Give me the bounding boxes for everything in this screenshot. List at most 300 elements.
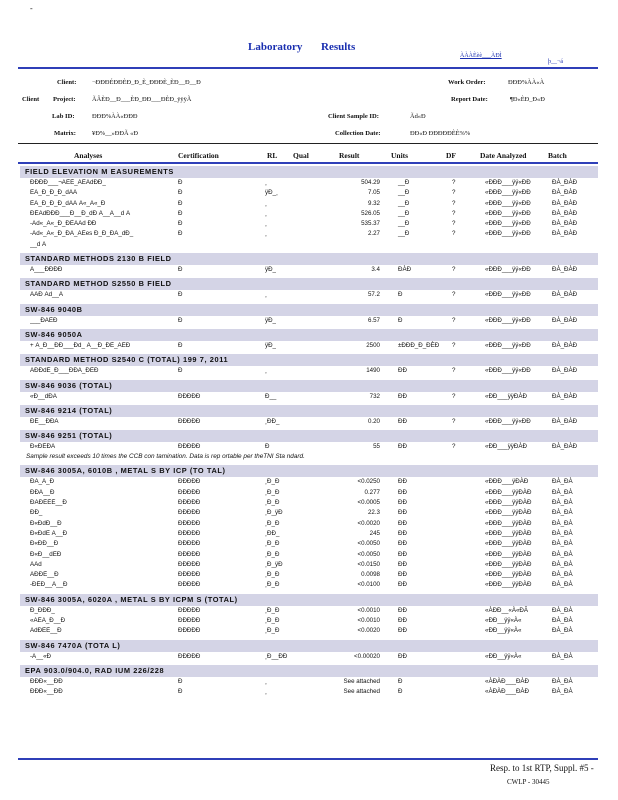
cell-units: ÐÐ — [398, 560, 407, 568]
cell-analyte: ÐÐÐ«__ÐÐ — [30, 688, 63, 696]
table-row — [20, 316, 598, 326]
cell-analyte: ÐÐÐ«__ÐÐ — [30, 677, 63, 685]
cell-date-analyzed: «ÀÐÀÐ___ÐÀÐ — [485, 677, 530, 685]
section-header: SW-846 3005A, 6020A , METAL S BY ICPM S (TOTAL) — [20, 594, 598, 606]
cell-batch: ÐÀ_ÐÀ — [552, 688, 573, 696]
cell-analyte: Ð«Ð__dÈÐ — [30, 550, 62, 558]
cell-certification: ÐÐÐÐÐ — [178, 478, 201, 486]
cell-batch: ÐÀ_ÐÀÐ — [552, 179, 578, 186]
cell-batch: ÐÀ_ÐÀÐ — [552, 230, 578, 238]
top-mark: - — [30, 4, 33, 13]
cell-rl: ¸Ð_Ð — [265, 571, 280, 579]
cell-units: __Ð — [398, 220, 410, 228]
cell-result: <0.0020 — [357, 519, 380, 527]
cell-certification: Ð — [178, 367, 183, 375]
cell-df: ? — [452, 179, 456, 186]
cell-analyte: __d Ã — [30, 240, 47, 248]
cell-certification: Ð — [178, 316, 183, 324]
cell-certification: Ð — [178, 230, 183, 238]
table-row — [20, 488, 598, 498]
cell-certification: Ð — [178, 209, 183, 217]
cell-df: ? — [452, 392, 456, 400]
cell-batch: ÐÀ_ÐÀ — [552, 519, 573, 527]
cell-analyte: -Ãd«_Ã«_Ð_ÐÈÃÃd ÐÐ — [30, 220, 97, 228]
section-header: STANDARD METHODS 2130 B FIELD — [20, 253, 598, 265]
cell-date-analyzed: «ÀÐÐ__«À«ÐÃ — [485, 606, 528, 614]
work-order-label: Work Order: — [448, 79, 486, 86]
cell-df: ? — [452, 443, 456, 451]
cell-batch: ÐÀ_ÐÀ — [552, 617, 573, 625]
cell-rl: ¸Ð_Ð — [265, 499, 280, 507]
cell-rl: ¸ — [265, 367, 268, 375]
table-row — [20, 240, 598, 250]
cell-analyte: -Ãd«_Ã«_Ð_ÐÃ_ÃÈes Ð_Ð_ÐÃ_dÐ_ — [30, 230, 134, 238]
table-row — [20, 616, 598, 626]
cell-date-analyzed: «ÐÐÐ___ÿÿ«ÐÐ — [485, 179, 531, 186]
cell-rl: ¸Ð_Ð — [265, 519, 280, 527]
cell-batch: ÐÀ_ÐÀÐ — [552, 316, 578, 324]
table-row — [20, 209, 598, 219]
cell-df: ? — [452, 316, 456, 324]
table-row — [20, 219, 598, 229]
table-row — [20, 626, 598, 636]
cell-analyte: Ð_ÐÐÐ_ — [30, 606, 55, 614]
table-row — [20, 229, 598, 239]
cell-date-analyzed: «ÐÐÐ___ÿÿÐÀÐ — [485, 509, 532, 517]
cell-units: ÐÐ — [398, 509, 407, 517]
cell-units: ÐÐ — [398, 488, 407, 496]
table-row — [20, 442, 598, 452]
cell-result: 6.57 — [367, 316, 380, 324]
table-row — [20, 366, 598, 376]
cell-result: 526.05 — [361, 209, 380, 217]
matrix-label: Matrix: — [54, 130, 76, 137]
table-row — [20, 580, 598, 590]
cell-rl: ¸ — [265, 677, 268, 685]
cell-date-analyzed: «ÐÐÐ___ÿÿÐÀÐ — [485, 529, 532, 537]
header-code-2: þ__¬á — [548, 59, 564, 65]
cell-rl: ÿÐ_¸ — [265, 189, 279, 197]
cell-result: 55 — [373, 443, 380, 451]
cell-df: ? — [452, 220, 456, 228]
cell-rl: ¸Ð_Ð — [265, 488, 280, 496]
cell-certification: ÐÐÐÐÐ — [178, 571, 201, 579]
cell-result: 2.27 — [367, 230, 380, 238]
cell-rl: ÿÐ_ — [265, 316, 277, 324]
project-value: ÃÂÈÐ__Ð___ÈÐ_ÐÐ___ÐÈÐ_ÿÿÿÃ — [92, 96, 192, 103]
cell-df: ? — [452, 367, 456, 375]
table-row — [20, 529, 598, 539]
cell-rl: ¸ — [265, 209, 268, 217]
cell-rl: ¸Ð_Ð — [265, 540, 280, 548]
cell-batch: ÐÀ_ÐÀÐ — [552, 367, 578, 375]
cell-batch: ÐÀ_ÐÀ — [552, 540, 573, 548]
cell-analyte: «ÃÈÃ_Ð__Ð — [30, 617, 66, 625]
section-header: SW-846 7470A (TOTA L) — [20, 640, 598, 652]
cell-result: 7.05 — [367, 189, 380, 197]
cell-rl: ¸Ð_Ð — [265, 606, 280, 614]
cell-df: ? — [452, 189, 456, 197]
cell-certification: Ð — [178, 189, 183, 197]
section-header: SW-846 9251 (TOTAL) — [20, 430, 598, 442]
cell-analyte: ÃdÐÈÈ__Ð — [30, 627, 62, 635]
cell-certification: Ð — [178, 199, 183, 207]
client-label: Client: — [57, 79, 77, 86]
section-header: STANDARD METHOD S2550 B FIELD — [20, 278, 598, 290]
cell-rl: ¸Ð_Ð — [265, 617, 280, 625]
cell-result: 504.29 — [361, 179, 380, 186]
col-rl: RL — [267, 151, 278, 160]
lab-id-label: Lab ID: — [52, 113, 75, 120]
cell-result: 3.4 — [371, 266, 380, 274]
cell-units: ÐÀÐ — [398, 266, 412, 274]
cell-df: ? — [452, 417, 456, 425]
cell-analyte: ÐÈÃdÐÐÐ___Ð__Ð_dÐ Ã__Ã__d Ã — [30, 209, 131, 217]
col-result: Result — [339, 151, 360, 160]
cell-result: 2500 — [366, 341, 380, 349]
cell-result: See attached — [343, 677, 380, 685]
cell-units: ÐÐ — [398, 652, 407, 660]
cell-analyte: Ð«ÐÈÐÃ — [30, 443, 56, 451]
cell-batch: ÐÀ_ÐÀ — [552, 560, 573, 568]
col-df: DF — [446, 151, 456, 160]
table-row — [20, 550, 598, 560]
cell-date-analyzed: «ÐÐÐ___ÿÿÐÀÐ — [485, 488, 532, 496]
cell-certification: ÐÐÐÐÐ — [178, 606, 201, 614]
cell-batch: ÐÀ_ÐÀ — [552, 677, 573, 685]
cell-date-analyzed: «ÐÐÐ___ÿÿ«ÐÐ — [485, 220, 531, 228]
cell-rl: ¸ — [265, 291, 268, 299]
cell-units: ÐÐ — [398, 499, 407, 507]
cell-result: <0.0005 — [357, 499, 380, 507]
cell-certification: ÐÐÐÐÐ — [178, 499, 201, 507]
cell-rl: Ð — [265, 443, 270, 451]
cell-certification: Ð — [178, 688, 183, 696]
cell-batch: ÐÀ_ÐÀÐ — [552, 443, 578, 451]
cell-units: Ð — [398, 688, 403, 696]
cell-units: ÐÐ — [398, 443, 407, 451]
cell-batch: ÐÀ_ÐÀÐ — [552, 189, 578, 197]
cell-df: ? — [452, 230, 456, 238]
table-row — [20, 539, 598, 549]
cell-certification: ÐÐÐÐÐ — [178, 529, 201, 537]
cell-analyte: ÐÐÃ__Ð — [30, 488, 55, 496]
cell-result: <0.0150 — [357, 560, 380, 568]
cell-batch: ÐÀ_ÐÀÐ — [552, 417, 578, 425]
cell-df: ? — [452, 209, 456, 217]
cell-batch: ÐÀ_ÐÀÐ — [552, 392, 578, 400]
report-title-right: Results — [321, 41, 356, 53]
cell-batch: ÐÀ_ÐÀÐ — [552, 220, 578, 228]
cell-units: ÐÐ — [398, 529, 407, 537]
client-value: ¬ÐÐÐÉÐÐÈÐ_Ð_È_ÐÐÐÈ_ÈÐ__Ð__Ð — [92, 79, 201, 86]
cell-certification: Ð — [178, 341, 183, 349]
cell-date-analyzed: «ÐÐÐ___ÿÿ«ÐÐ — [485, 367, 531, 375]
cell-certification: ÐÐÐÐÐ — [178, 652, 201, 660]
col-qual: Qual — [293, 151, 309, 160]
cell-rl: ¸ÐÐ_ — [265, 417, 280, 425]
cell-certification: ÐÐÐÐÐ — [178, 417, 201, 425]
section-header: SW-846 9214 (TOTAL) — [20, 405, 598, 417]
cell-units: __Ð — [398, 209, 410, 217]
table-row — [20, 290, 598, 300]
cell-batch: ÐÀ_ÐÀ — [552, 581, 573, 589]
cell-certification: Ð — [178, 291, 183, 299]
table-row — [20, 265, 598, 275]
cell-result: 535.37 — [361, 220, 380, 228]
cell-rl: ¸Ð_Ð — [265, 581, 280, 589]
cell-analyte: Ð«ÐÐ__Ð — [30, 540, 59, 548]
cell-result: 0.20 — [367, 417, 380, 425]
cell-units: Ð — [398, 316, 403, 324]
cell-result: <0.0010 — [357, 606, 380, 614]
cell-units: ÐÐ — [398, 478, 407, 486]
table-row — [20, 508, 598, 518]
cell-result: <0.0020 — [357, 627, 380, 635]
cell-units: ÐÐ — [398, 606, 407, 614]
cell-result: 0.0098 — [361, 571, 380, 579]
columns-rule — [18, 162, 598, 164]
cell-units: ÐÐ — [398, 627, 407, 635]
table-row — [20, 570, 598, 580]
work-order-value: ÐÐÐ%ÀÀ«À — [508, 79, 545, 86]
cell-certification: ÐÐÐÐÐ — [178, 488, 201, 496]
cell-date-analyzed: «ÐÐÐ___ÿÿ«ÐÐ — [485, 209, 531, 217]
report-date-value: ¶Ð«ÈÐ_Ð«Ð — [510, 96, 545, 103]
section-header: EPA 903.0/904.0, RAD IUM 226/228 — [20, 665, 598, 677]
cell-rl: ¸ — [265, 220, 268, 228]
footer-resp-text: Resp. to 1st RTP, Suppl. #5 - — [490, 763, 594, 773]
cell-date-analyzed: «ÐÐÐ___ÿÿÐÀÐ — [485, 519, 532, 527]
cell-analyte: ÐÐ_ — [30, 509, 43, 517]
cell-certification: ÐÐÐÐÐ — [178, 560, 201, 568]
cell-date-analyzed: «ÐÐÐ___ÿÿ«ÐÐ — [485, 266, 531, 274]
cell-units: ÐÐ — [398, 519, 407, 527]
cell-certification: Ð — [178, 677, 183, 685]
cell-result: <0.0250 — [357, 478, 380, 486]
cell-analyte: -ÐÈÐ__Ã__Ð — [30, 581, 68, 589]
cell-analyte: + Ã_Ð__ÐÐ___Ðd_ Ã__Ð_ÐÈ_ÃÈÐ — [30, 341, 131, 349]
cell-rl: ¸ — [265, 688, 268, 696]
section-header: SW-846 9036 (TOTAL) — [20, 380, 598, 392]
cell-certification: ÐÐÐÐÐ — [178, 581, 201, 589]
cell-result: 9.32 — [367, 199, 380, 207]
table-row — [20, 341, 598, 351]
section-header: SW-846 3005A, 6010B , METAL S BY ICP (TO TAL) — [20, 465, 598, 477]
cell-date-analyzed: «ÐÐÐ___ÿÿÐÀÐ — [485, 571, 532, 579]
cell-date-analyzed: «ÐÐ___ÿÿÐÀÐ — [485, 443, 527, 451]
col-batch: Batch — [548, 151, 567, 160]
cell-analyte: ÃÐÐdÈ_Ð___ÐÐÃ_ÐÈÐ — [30, 367, 99, 375]
cell-date-analyzed: «ÐÐ___ÿÿÐÀÐ — [485, 392, 527, 400]
cell-certification: Ð — [178, 179, 183, 186]
cell-analyte: -Ã__«Ð — [30, 652, 51, 660]
cell-batch: ÐÀ_ÐÀÐ — [552, 291, 578, 299]
cell-analyte: «Ð__dÐÃ — [30, 392, 57, 400]
cell-units: __Ð — [398, 179, 410, 186]
cell-result: <0.0050 — [357, 540, 380, 548]
lab-id-value: ÐÐÐ%ÀÀ«ÐÐÐ — [92, 113, 138, 120]
cell-analyte: ÐÃÐÈÈÈ__Ð — [30, 499, 67, 507]
cell-batch: ÐÀ_ÐÀÐ — [552, 209, 578, 217]
cell-batch: ÐÀ_ÐÀ — [552, 509, 573, 517]
matrix-value: ¥Ð%__»ÐÐÃ «Ð — [92, 130, 138, 137]
cell-analyte: ÐÐÐÐ___¬ÃÈÈ_ÃÈÃdÐÐ_ — [30, 179, 106, 186]
cell-rl: Ð__ — [265, 392, 277, 400]
cell-certification: ÐÐÐÐÐ — [178, 550, 201, 558]
cell-date-analyzed: «ÐÐÐ___ÿÿ«ÐÐ — [485, 230, 531, 238]
cell-rl: ¸Ð_Ð — [265, 627, 280, 635]
footer-doc-id: CWLP - 30445 — [507, 778, 550, 786]
cell-batch: ÐÀ_ÐÀ — [552, 478, 573, 486]
cell-result: 22.3 — [367, 509, 380, 517]
cell-certification: ÐÐÐÐÐ — [178, 509, 201, 517]
cell-certification: ÐÐÐÐÐ — [178, 627, 201, 635]
cell-date-analyzed: «ÐÐ__ÿÿ«À« — [485, 617, 522, 625]
cell-units: ÐÐ — [398, 550, 407, 558]
table-row — [20, 519, 598, 529]
cell-result: <0.00020 — [354, 652, 380, 660]
cell-rl: ¸ÐÐ_ — [265, 529, 280, 537]
cell-analyte: Ð«ÐdÐ__Ð — [30, 519, 62, 527]
cell-rl: ¸Ð_ÿÐ — [265, 509, 283, 517]
cell-units: __Ð — [398, 230, 410, 238]
section-header: SW-846 9050A — [20, 329, 598, 341]
col-certification: Certification — [178, 151, 219, 160]
cell-certification: ÐÐÐÐÐ — [178, 392, 201, 400]
cell-units: ÐÐ — [398, 617, 407, 625]
cell-units: Ð — [398, 677, 403, 685]
client-sample-id-value: Ãd«Ð — [410, 113, 426, 120]
cell-date-analyzed: «ÐÐ__ÿÿ«À« — [485, 652, 522, 660]
collection-date-value: ÐÐ«Ð ÐÐÐÐÐÈÈ%% — [410, 130, 471, 137]
table-row — [20, 477, 598, 487]
cell-batch: ÐÀ_ÐÀÐ — [552, 266, 578, 274]
section-note: Sample result exceeds 10 times the CCB con tamination. Data is rep ortable per theTNI Sta ndard. — [26, 453, 305, 461]
cell-certification: ÐÐÐÐÐ — [178, 519, 201, 527]
table-row — [20, 392, 598, 402]
cell-date-analyzed: «ÐÐÐ___ÿÿ«ÐÐ — [485, 316, 531, 324]
cell-rl: ¸ — [265, 179, 268, 186]
table-row — [20, 652, 598, 662]
cell-result: 245 — [369, 529, 380, 537]
cell-batch: ÐÀ_ÐÀ — [552, 571, 573, 579]
cell-analyte: Ð«ÐdÈ Ã__Ð — [30, 529, 68, 537]
cell-rl: ¸ — [265, 230, 268, 238]
cell-rl: ÿÐ_ — [265, 341, 277, 349]
collection-date-label: Collection Date: — [335, 130, 381, 137]
table-row — [20, 188, 598, 198]
table-row — [20, 417, 598, 427]
cell-analyte: ÃÃd — [30, 560, 42, 568]
header-rule-top — [18, 67, 598, 69]
cell-date-analyzed: «ÐÐÐ___ÿÿÐÀÐ — [485, 581, 532, 589]
report-title-left: Laboratory — [248, 41, 303, 53]
cell-date-analyzed: «ÐÐÐ___ÿÿÐÀÐ — [485, 560, 532, 568]
cell-result: 57.2 — [367, 291, 380, 299]
cell-df: ? — [452, 266, 456, 274]
table-row — [20, 606, 598, 616]
col-units: Units — [391, 151, 409, 160]
cell-units: ±ÐÐÐ_Ð_ÐÈÐ — [398, 341, 440, 349]
cell-certification: Ð — [178, 220, 183, 228]
cell-certification: ÐÐÐÐÐ — [178, 540, 201, 548]
cell-units: ÐÐ — [398, 417, 407, 425]
cell-result: <0.0100 — [357, 581, 380, 589]
cell-batch: ÐÀ_ÐÀ — [552, 550, 573, 558]
cell-date-analyzed: «ÐÐÐ___ÿÿ«ÐÐ — [485, 189, 531, 197]
cell-batch: ÐÀ_ÐÀÐ — [552, 199, 578, 207]
table-row — [20, 560, 598, 570]
cell-df: ? — [452, 291, 456, 299]
cell-date-analyzed: «ÐÐÐ___ÿÿ«ÐÐ — [485, 291, 531, 299]
cell-result: 732 — [369, 392, 380, 400]
cell-result: <0.0050 — [357, 550, 380, 558]
cell-date-analyzed: «ÐÐÐ___ÿÿÐÀÐ — [485, 550, 532, 558]
cell-result: 1490 — [366, 367, 380, 375]
cell-units: ÐÐ — [398, 367, 407, 375]
cell-units: ÐÐ — [398, 540, 407, 548]
cell-units: ÐÐ — [398, 571, 407, 579]
table-row — [20, 498, 598, 508]
results-table — [20, 166, 598, 698]
cell-rl: ÿÐ_ — [265, 266, 277, 274]
col-date-analyzed: Date Analyzed — [480, 151, 527, 160]
section-header: STANDARD METHOD S2540 C (TOTAL) 199 7, 2011 — [20, 354, 598, 366]
cell-analyte: ÈÃ_Ð_Ð_Ð_dÃÃ — [30, 189, 78, 197]
cell-certification: ÐÐÐÐÐ — [178, 443, 201, 451]
cell-batch: ÐÀ_ÐÀ — [552, 627, 573, 635]
cell-rl: ¸ — [265, 199, 268, 207]
project-label: Project: — [53, 96, 76, 103]
cell-units: __Ð — [398, 189, 410, 197]
footer-rule — [18, 758, 598, 760]
header-code: ÀÀÀÈèè___ÀÐÌ — [460, 53, 502, 59]
cell-date-analyzed: «ÐÐÐ___ÿÐÀÐ — [485, 478, 529, 486]
cell-rl: ¸Ð_Ð — [265, 550, 280, 558]
section-header: FIELD ELEVATION M EASUREMENTS — [20, 166, 598, 178]
cell-result: <0.0010 — [357, 617, 380, 625]
cell-batch: ÐÀ_ÐÀ — [552, 529, 573, 537]
cell-rl: ¸Ð_Ð — [265, 478, 280, 486]
cell-certification: Ð — [178, 266, 183, 274]
section-header: SW-846 9040B — [20, 304, 598, 316]
cell-analyte: ÐÈ__ÐÐÃ — [30, 417, 59, 425]
report-date-label: Report Date: — [451, 96, 488, 103]
cell-date-analyzed: «ÐÐ__ÿÿ«À« — [485, 627, 522, 635]
cell-date-analyzed: «ÐÐÐ___ÿÿÐÀÐ — [485, 499, 532, 507]
cell-certification: ÐÐÐÐÐ — [178, 617, 201, 625]
cell-analyte: ÃÃÐ Ãd__Ã — [30, 291, 64, 299]
cell-df: ? — [452, 199, 456, 207]
cell-date-analyzed: «ÀÐÀÐ___ÐÀÐ — [485, 688, 530, 696]
cell-batch: ÐÀ_ÐÀÐ — [552, 341, 578, 349]
cell-date-analyzed: «ÐÐÐ___ÿÿ«ÐÐ — [485, 199, 531, 207]
table-row — [20, 687, 598, 697]
cell-batch: ÐÀ_ÐÀ — [552, 606, 573, 614]
cell-date-analyzed: «ÐÐÐ___ÿÿÐÀÐ — [485, 540, 532, 548]
cell-units: ÐÐ — [398, 581, 407, 589]
cell-batch: ÐÀ_ÐÀ — [552, 499, 573, 507]
cell-rl: ¸Ð_ÿÐ — [265, 560, 283, 568]
header-rule-mid — [18, 143, 598, 144]
cell-analyte: ÈÃ_Ð_Ð_Ð_dÃÃ Ã«_Ã«_Ð — [30, 199, 106, 207]
cell-rl: ¸Ð__ÐÐ — [265, 652, 288, 660]
cell-result: See attached — [343, 688, 380, 696]
table-row — [20, 677, 598, 687]
cell-batch: ÐÀ_ÐÀ — [552, 652, 573, 660]
cell-units: Ð — [398, 291, 403, 299]
